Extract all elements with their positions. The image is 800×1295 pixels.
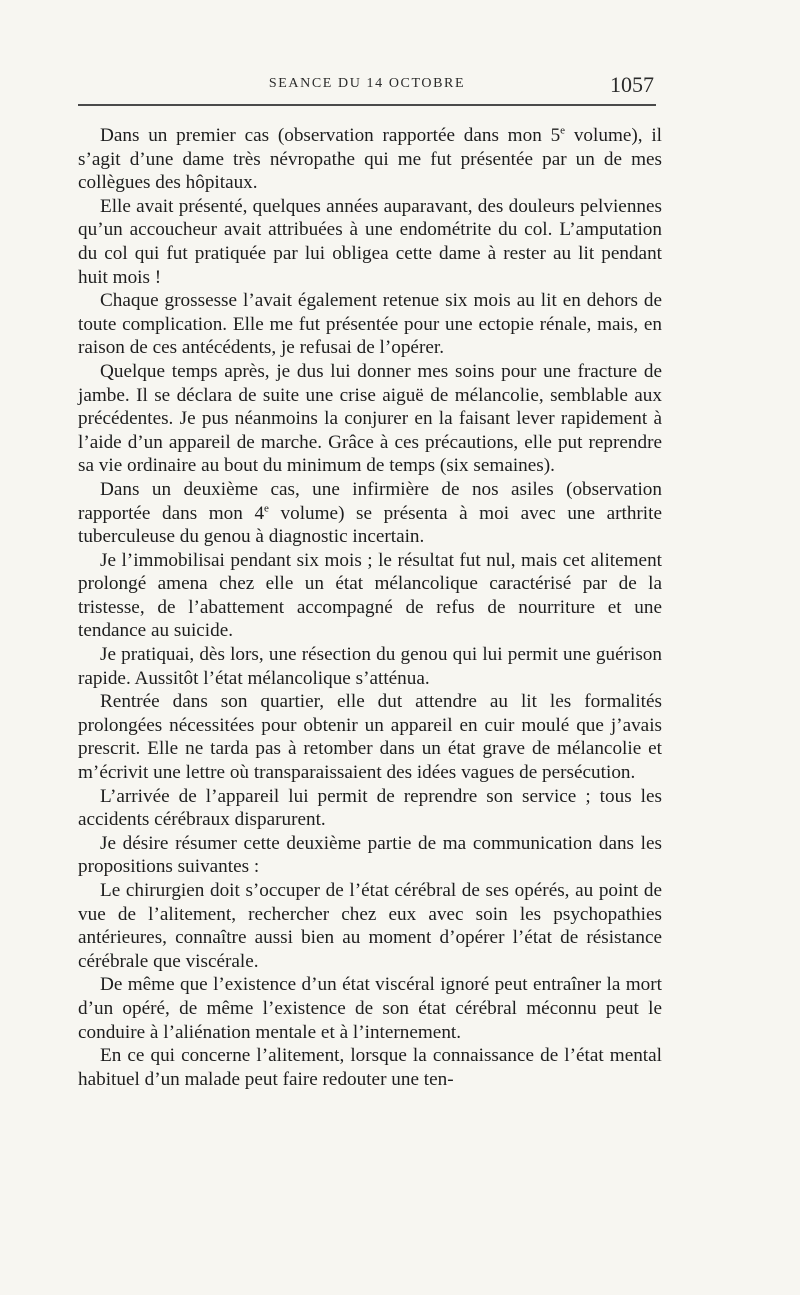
paragraph: Chaque grossesse l’avait également retenue six mois au lit en dehors de toute complication. Elle me fut présentée pour une ectopie rénale, mais, en raison de ces antécédents, je refusai de l’opérer. [78,290,662,359]
paragraph: Le chirurgien doit s’occuper de l’état cérébral de ses opérés, au point de vue de l’alitement, rechercher chez eux avec soin les psychopathies antérieures, connaître aussi bien au moment d’opérer l’état de résistance cérébrale que viscérale. [78,880,662,972]
paragraph: De même que l’existence d’un état viscéral ignoré peut entraîner la mort d’un opéré, de même l’existence de son état cérébral méconnu peut le conduire à l’aliénation mentale et à l’internement. [78,974,662,1043]
page-number: 1057 [610,72,654,97]
paragraph: Dans un premier cas (observation rapportée dans mon 5e volume), il s’agit d’une dame très névropathe qui me fut présentée par un de mes collègues des hôpitaux. [78,124,663,194]
running-head: SEANCE DU 14 OCTOBRE [268,76,466,91]
paragraph: En ce qui concerne l’alitement, lorsque la connaissance de l’état mental habituel d’un malade peut faire redouter une ten- [78,1045,662,1090]
paragraph: Je désire résumer cette deuxième partie de ma communication dans les propositions suivantes : [78,832,662,878]
paragraph: L’arrivée de l’appareil lui permit de reprendre son service ; tous les accidents cérébraux disparurent. [78,785,662,831]
paragraph: Rentrée dans son quartier, elle dut attendre au lit les formalités prolongées nécessitées pour obtenir un appareil en cuir moulé que j’avais prescrit. Elle ne tarda pas à retomber dans un état grave de mélancolie et m’écrivit une lettre où transparaissaient des idées vagues de persécution. [78,691,662,784]
page-header [78,72,656,100]
paragraph: Je l’immobilisai pendant six mois ; le résultat fut nul, mais cet alitement prolongé amena chez elle un état mélancolique caractérisé par de la tristesse, de l’abattement accompagné de refus de nourriture et une tendance au suicide. [78,549,662,642]
paragraph: Dans un deuxième cas, une infirmière de nos asiles (observation rapportée dans mon 4e volume) se présenta à moi avec une arthrite tuberculeuse du genou à diagnostic incertain. [78,478,662,548]
paragraph: Quelque temps après, je dus lui donner mes soins pour une fracture de jambe. Il se déclara de suite une crise aiguë de mélancolie, semblable aux précédentes. Je pus néanmoins la conjurer en la faisant lever rapidement à l’aide d’un appareil de marche. Grâce à ces précautions, elle put reprendre sa vie ordinaire au bout du minimum de temps (six semaines). [78,360,662,477]
header-rule [78,104,656,106]
paragraph: Je pratiquai, dès lors, une résection du genou qui lui permit une guérison rapide. Aussitôt l’état mélancolique s’atténua. [78,644,662,689]
body-text [78,124,662,1091]
paragraph: Elle avait présenté, quelques années auparavant, des douleurs pelviennes qu’un accoucheur avait attribuées à une endométrite du col. L’amputation du col qui fut pratiquée par lui obligea cette dame à rester au lit pendant huit mois ! [78,195,662,288]
